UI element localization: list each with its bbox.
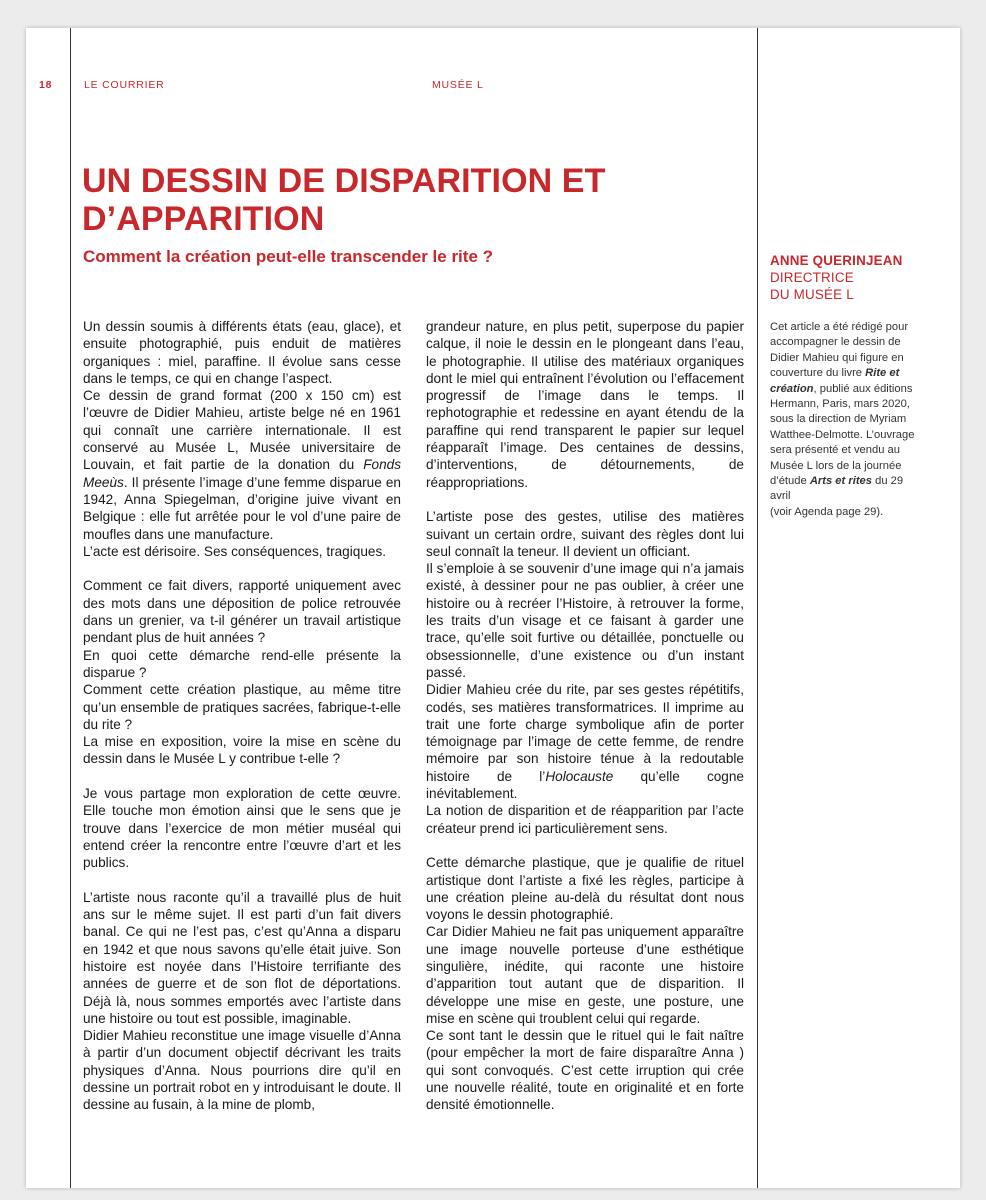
publication-name: LE COURRIER: [84, 79, 165, 91]
holocauste-italic: Holocauste: [545, 768, 614, 784]
paragraph: Cette démarche plastique, que je qualifie de rituel artistique dont l’artiste a fixé les règles, participe à une création pleine au-delà du résultat dont nous voyons le dessin photographié.: [426, 855, 744, 923]
page-number: 18: [39, 79, 53, 91]
fonds-meeus-italic: Fonds Meeùs: [83, 457, 401, 490]
author-role-line-2: DU MUSÉE L: [770, 287, 854, 302]
paragraph: Comment ce fait divers, rapporté uniquement avec des mots dans une déposition de police retrouvée dans un grenier, va t-il générer un travail artistique pendant plus de huit années ?: [83, 578, 401, 646]
event-title: Arts et rites: [809, 475, 872, 488]
section-name: MUSÉE L: [432, 79, 484, 91]
note-text: Cet article a été rédigé pour accompagner le dessin de Didier Mahieu qui figure en couverture du livre Rite et création, publié aux éditions Hermann, Paris, mars 2020, sous la direction de Myriam Watthee-Delmotte. L’ouvrage sera présenté et vendu au Musée L lors de la journée d’étude Arts et rites du 29 avril: [770, 321, 915, 503]
title-line-2: D’APPARITION: [82, 200, 325, 238]
title-line-1: UN DESSIN DE DISPARITION ET: [82, 162, 606, 200]
article-subtitle: Comment la création peut-elle transcender le rite ?: [83, 247, 494, 266]
sidebar-rule: [757, 28, 758, 1188]
paragraph: Didier Mahieu reconstitue une image visuelle d’Anna à partir d’un document objectif décrivant les traits physiques d’Anna. Nous pourrions dire qu’il en dessine un portrait robot en y introduisant le doute. Il dessine au fusain, à la mine de plomb,: [83, 1028, 401, 1113]
article-title: [82, 162, 742, 238]
paragraph: L’artiste pose des gestes, utilise des matières suivant un certain ordre, suivant des règles dont lui seul connaît la teneur. Il devient un officiant.: [426, 509, 744, 559]
paragraph: L’acte est dérisoire. Ses conséquences, tragiques.: [83, 543, 387, 559]
body-column-middle: [426, 318, 744, 1114]
paragraph: Car Didier Mahieu ne fait pas uniquement apparaître une image nouvelle porteuse d’une esthétique singulière, inédite, qui raconte une histoire d’apparition tout autant que de disparition. Il développe une mise en geste, une posture, une mise en scène qui troublent celui qui regarde.: [426, 924, 744, 1026]
paragraph: Didier Mahieu crée du rite, par ses gestes répétitifs, codés, ses matières transformatrices. Il imprime au trait une forte charge symbolique afin de porter témoignage par l’image de cette femme, de rendre mémoire par son histoire ténue à la redoutable histoire de l’Holocauste qu’elle cogne inévitablement.: [426, 682, 744, 802]
paragraph: Il s’emploie à se souvenir d’une image qui n’a jamais existé, à dessiner pour ne pas oublier, à créer une histoire ou à recréer l’Histoire, à retrouver la forme, les traits d’un visage et ce faisant à garder une trace, qu’elle soit furtive ou détaillée, ponctuelle ou obsessionnelle, d’une existence ou d’un instant passé.: [426, 561, 744, 680]
paragraph: En quoi cette démarche rend-elle présente la disparue ?: [83, 647, 401, 680]
author-role-line-1: DIRECTRICE: [770, 270, 854, 285]
agenda-reference: (voir Agenda page 29).: [770, 505, 884, 518]
sidebar-note: [770, 320, 920, 520]
paragraph: Ce sont tant le dessin que le rituel qui le fait naître (pour empêcher la mort de faire disparaître Anna ) qui sont convoqués. C’est cette irruption qui crée une nouvelle réalité, toute en originalité et en forte densité émotionnelle.: [426, 1028, 744, 1113]
author-block: [770, 252, 950, 303]
paragraph: L’artiste nous raconte qu’il a travaillé plus de huit ans sur le même sujet. Il est parti d’un fait divers banal. Ce qui ne l’est pas, c’est qu’Anna a disparu en 1942 et que nous savons qu’elle était juive. Son histoire est noyée dans l’Histoire terrifiante des années de guerre et de son flot de déportations. Déjà là, nous sommes emportés avec l’artiste dans une histoire ou tout est possible, imaginable.: [83, 889, 401, 1026]
paragraph: La mise en exposition, voire la mise en scène du dessin dans le Musée L y contribue t-elle ?: [83, 734, 401, 767]
book-title: Rite et création: [770, 367, 900, 395]
paragraph: Un dessin soumis à différents états (eau, glace), et ensuite photographié, puis enduit de matières organiques : miel, paraffine. Il évolue sans cesse dans le temps, ce qui en change l’aspect.: [83, 319, 401, 386]
paragraph: Comment cette création plastique, au même titre qu’un ensemble de pratiques sacrées, fabrique-t-elle du rite ?: [83, 682, 401, 732]
paragraph: grandeur nature, en plus petit, superpose du papier calque, il noie le dessin en le plongeant dans l’eau, le photographie. Il utilise des matériaux organiques dont le miel qui entraînent l’évolution ou l’effacement progressif de l’image dans le temps. Il rephotographie et redessine en ayant étendu de la paraffine qui rend transparent le papier sur lequel réapparaît l’image. Des centaines de dessins, d’interventions, de détournements, de réappropriations.: [426, 319, 744, 490]
paragraph: Ce dessin de grand format (200 x 150 cm) est l’œuvre de Didier Mahieu, artiste belge né en 1961 qui connaît une carrière internationale. Il est conservé au Musée L, Musée universitaire de Louvain, et fait partie de la donation du Fonds Meeùs. Il présente l’image d’une femme disparue en 1942, Anna Spiegelman, d’origine juive vivant en Belgique : elle fut arrêtée pour le vol d’une paire de moufles dans une manufacture.: [83, 388, 401, 542]
paragraph: La notion de disparition et de réapparition par l’acte créateur prend ici particulièrement sens.: [426, 803, 744, 836]
author-name: ANNE QUERINJEAN: [770, 253, 903, 268]
paragraph: Je vous partage mon exploration de cette œuvre. Elle touche mon émotion ainsi que le sens que je trouve dans l’exercice de mon métier muséal qui entend créer la rencontre entre l’œuvre d’art et les publics.: [83, 786, 401, 871]
left-margin-rule: [70, 28, 71, 1188]
magazine-page: [26, 28, 960, 1188]
body-column-left: [83, 318, 401, 1114]
